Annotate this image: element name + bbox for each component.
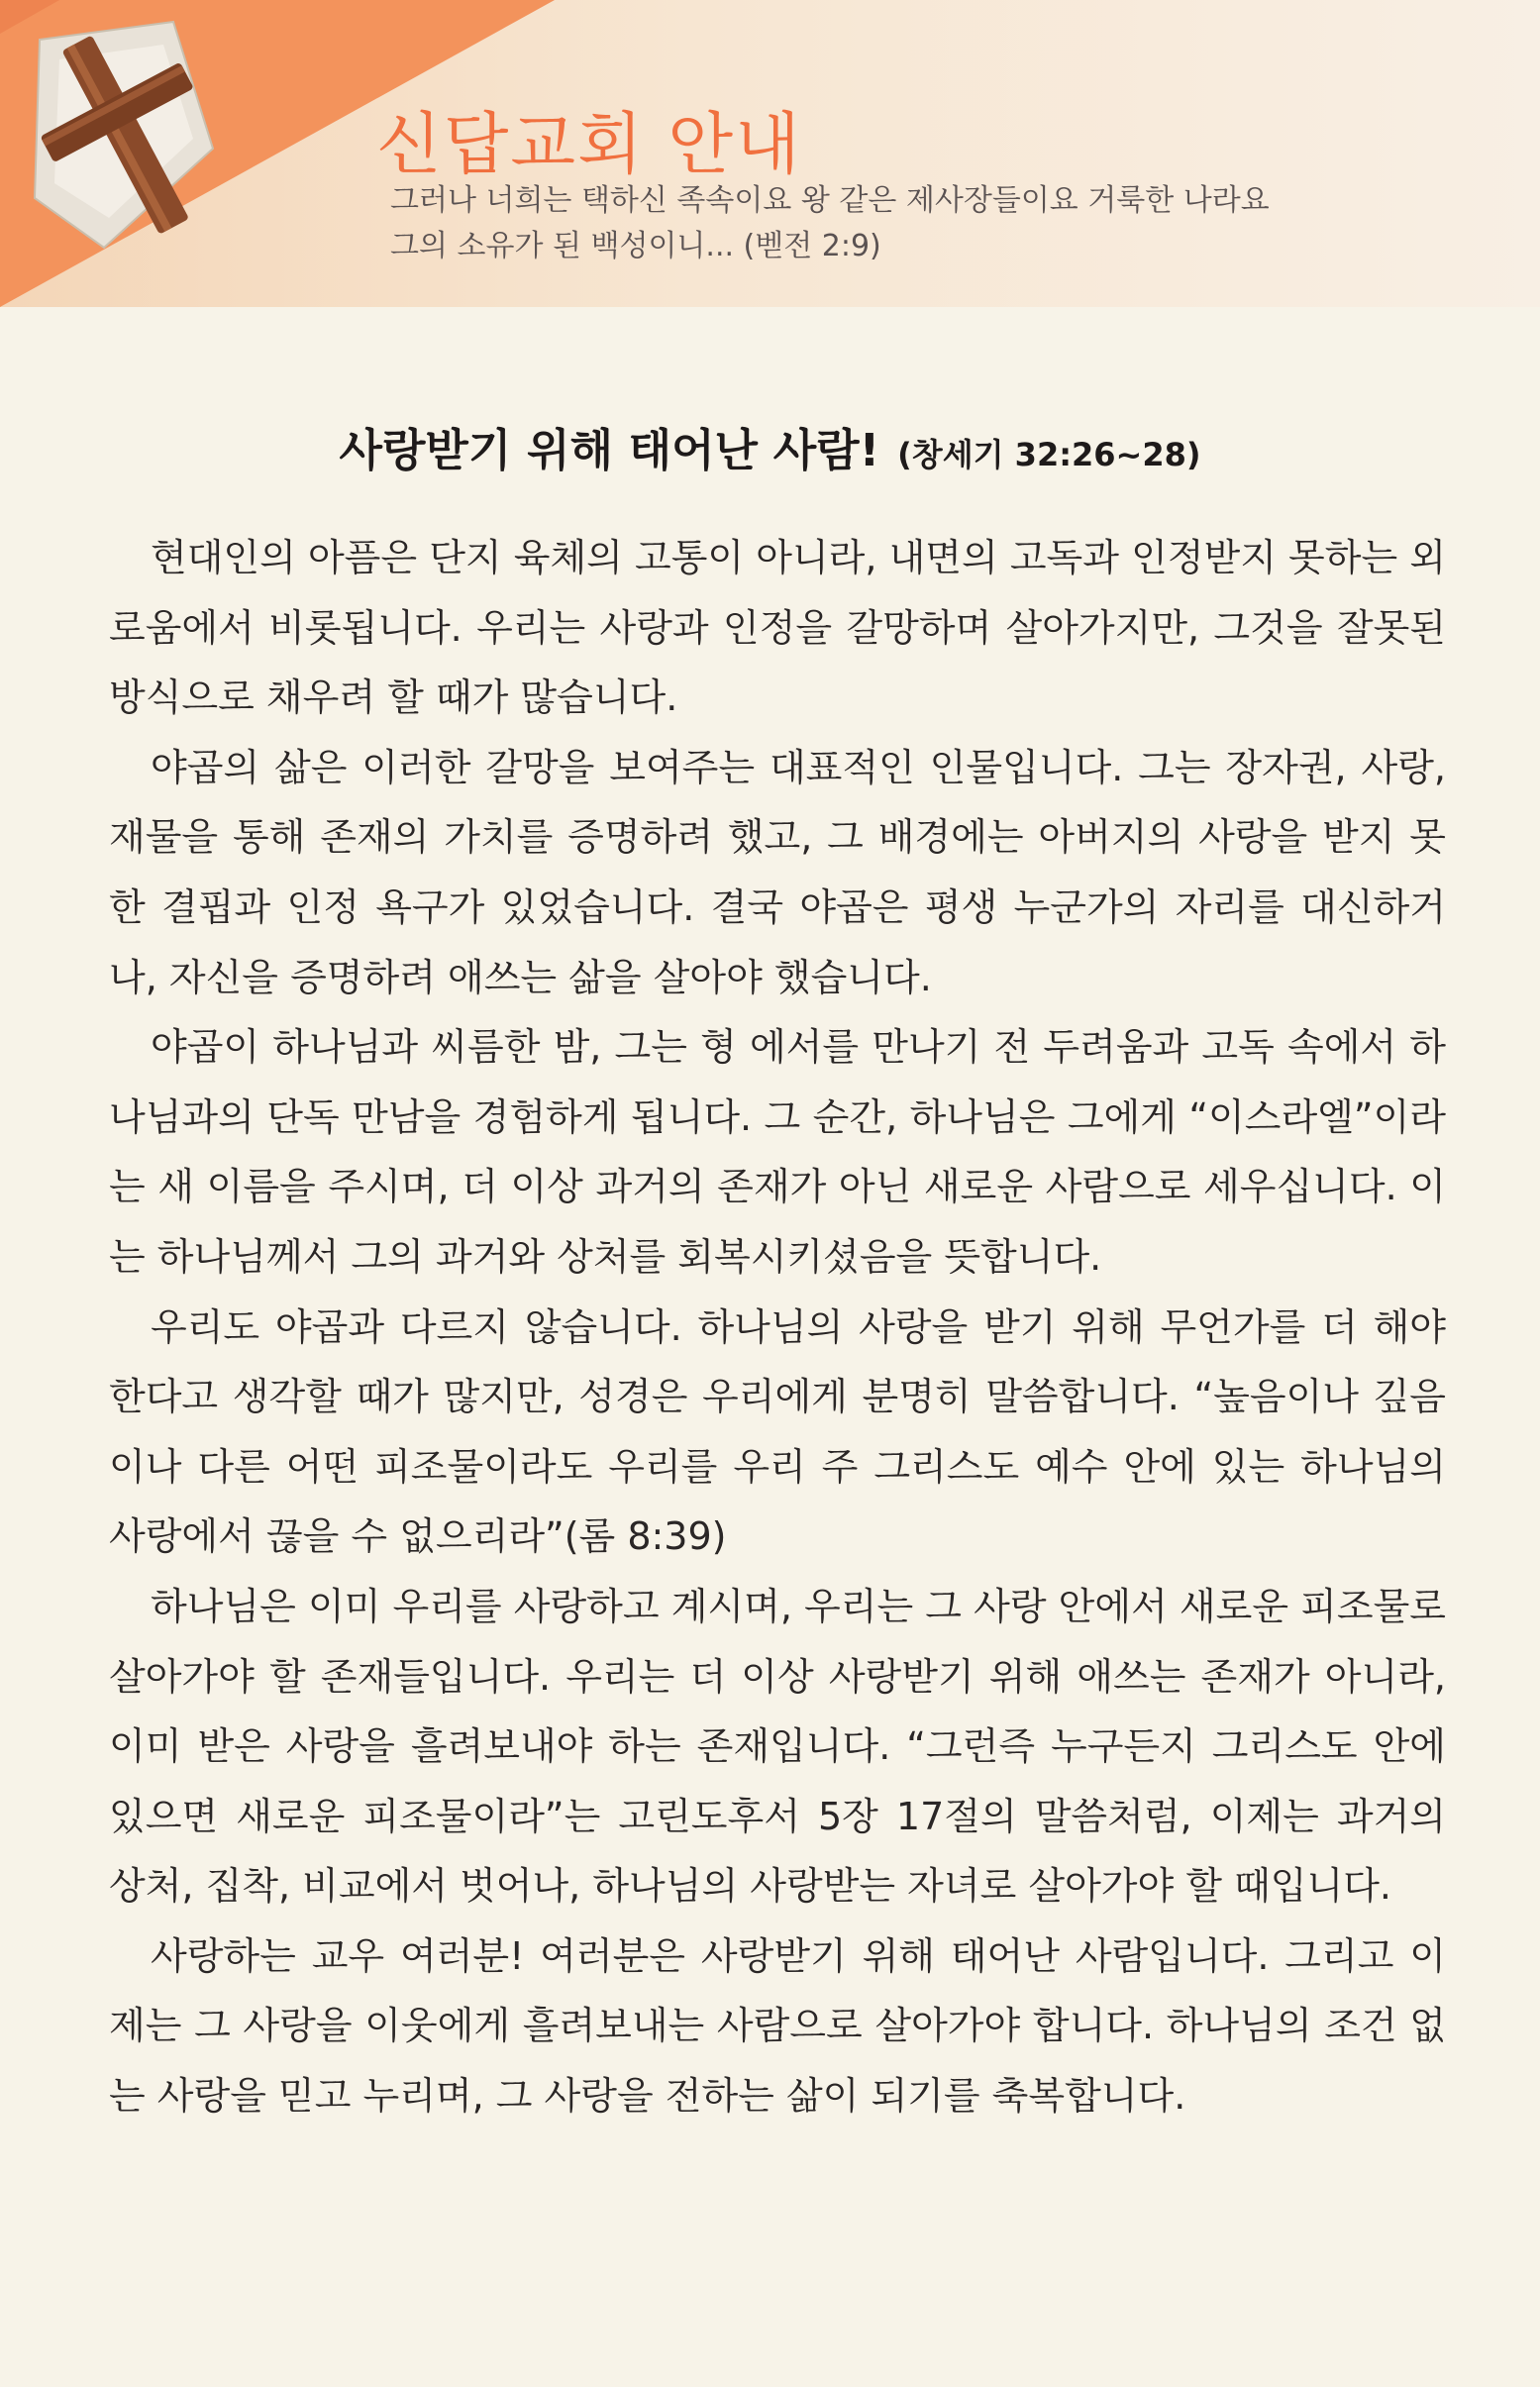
paragraph-4: 우리도 야곱과 다르지 않습니다. 하나님의 사랑을 받기 위해 무언가를 더 해야 한다고 생각할 때가 많지만, 성경은 우리에게 분명히 말씀합니다. “높음이나 깊음이나 다른 어떤 피조물이라도 우리를 우리 주 그리스도 예수 안에 있는 하나님의 사랑에서 끊을 수 없으리라”(롬 8:39) <box>109 1304 1446 1559</box>
paragraph-1: 현대인의 아픔은 단지 육체의 고통이 아니라, 내면의 고독과 인정받지 못하는 외로움에서 비롯됩니다. 우리는 사랑과 인정을 갈망하며 살아가지만, 그것을 잘못된 방식으로 채우려 할 때가 많습니다. <box>109 536 1446 720</box>
paragraph-5: 하나님은 이미 우리를 사랑하고 계시며, 우리는 그 사랑 안에서 새로운 피조물로 살아가야 할 존재들입니다. 우리는 더 이상 사랑받기 위해 애쓰는 존재가 아니라, 이미 받은 사랑을 흘려보내야 하는 존재입니다. “그런즉 누구든지 그리스도 안에 있으면 새로운 피조물이라”는 고린도후서 5장 17절의 말씀처럼, 이제는 과거의 상처, 집착, 비교에서 벗어나, 하나님의 사랑받는 자녀로 살아가야 할 때입니다. <box>109 1584 1446 1909</box>
header-banner <box>0 0 1540 307</box>
sermon-title-text: 사랑받기 위해 태어난 사람! <box>339 424 880 476</box>
sermon-title <box>0 414 1540 478</box>
verse-line-1: 그러나 너희는 택하신 족속이요 왕 같은 제사장들이요 거룩한 나라요 <box>390 183 1270 218</box>
header-verse <box>390 178 1480 269</box>
paragraph-3: 야곱이 하나님과 씨름한 밤, 그는 형 에서를 만나기 전 두려움과 고독 속에서 하나님과의 단독 만남을 경험하게 됩니다. 그 순간, 하나님은 그에게 “이스라엘”이라는 새 이름을 주시며, 더 이상 과거의 존재가 아닌 새로운 사람으로 세우십니다. 이는 하나님께서 그의 과거와 상처를 회복시키셨음을 뜻합니다. <box>109 1025 1446 1279</box>
verse-line-2: 그의 소유가 된 백성이니... (벧전 2:9) <box>390 229 881 263</box>
church-title: 신답교회 안내 <box>376 106 802 184</box>
paragraph-6: 사랑하는 교우 여러분! 여러분은 사랑받기 위해 태어난 사람입니다. 그리고 이제는 그 사랑을 이웃에게 흘려보내는 사람으로 살아가야 합니다. 하나님의 조건 없는 사랑을 믿고 누리며, 그 사랑을 전하는 삶이 되기를 축복합니다. <box>109 1933 1446 2119</box>
scripture-reference: (창세기 32:26~28) <box>897 436 1201 473</box>
paragraph-2: 야곱의 삶은 이러한 갈망을 보여주는 대표적인 인물입니다. 그는 장자권, 사랑, 재물을 통해 존재의 가치를 증명하려 했고, 그 배경에는 아버지의 사랑을 받지 못한 결핍과 인정 욕구가 있었습니다. 결국 야곱은 평생 누군가의 자리를 대신하거나, 자신을 증명하려 애쓰는 삶을 살아야 했습니다. <box>109 745 1446 999</box>
sermon-body <box>109 523 1446 2131</box>
